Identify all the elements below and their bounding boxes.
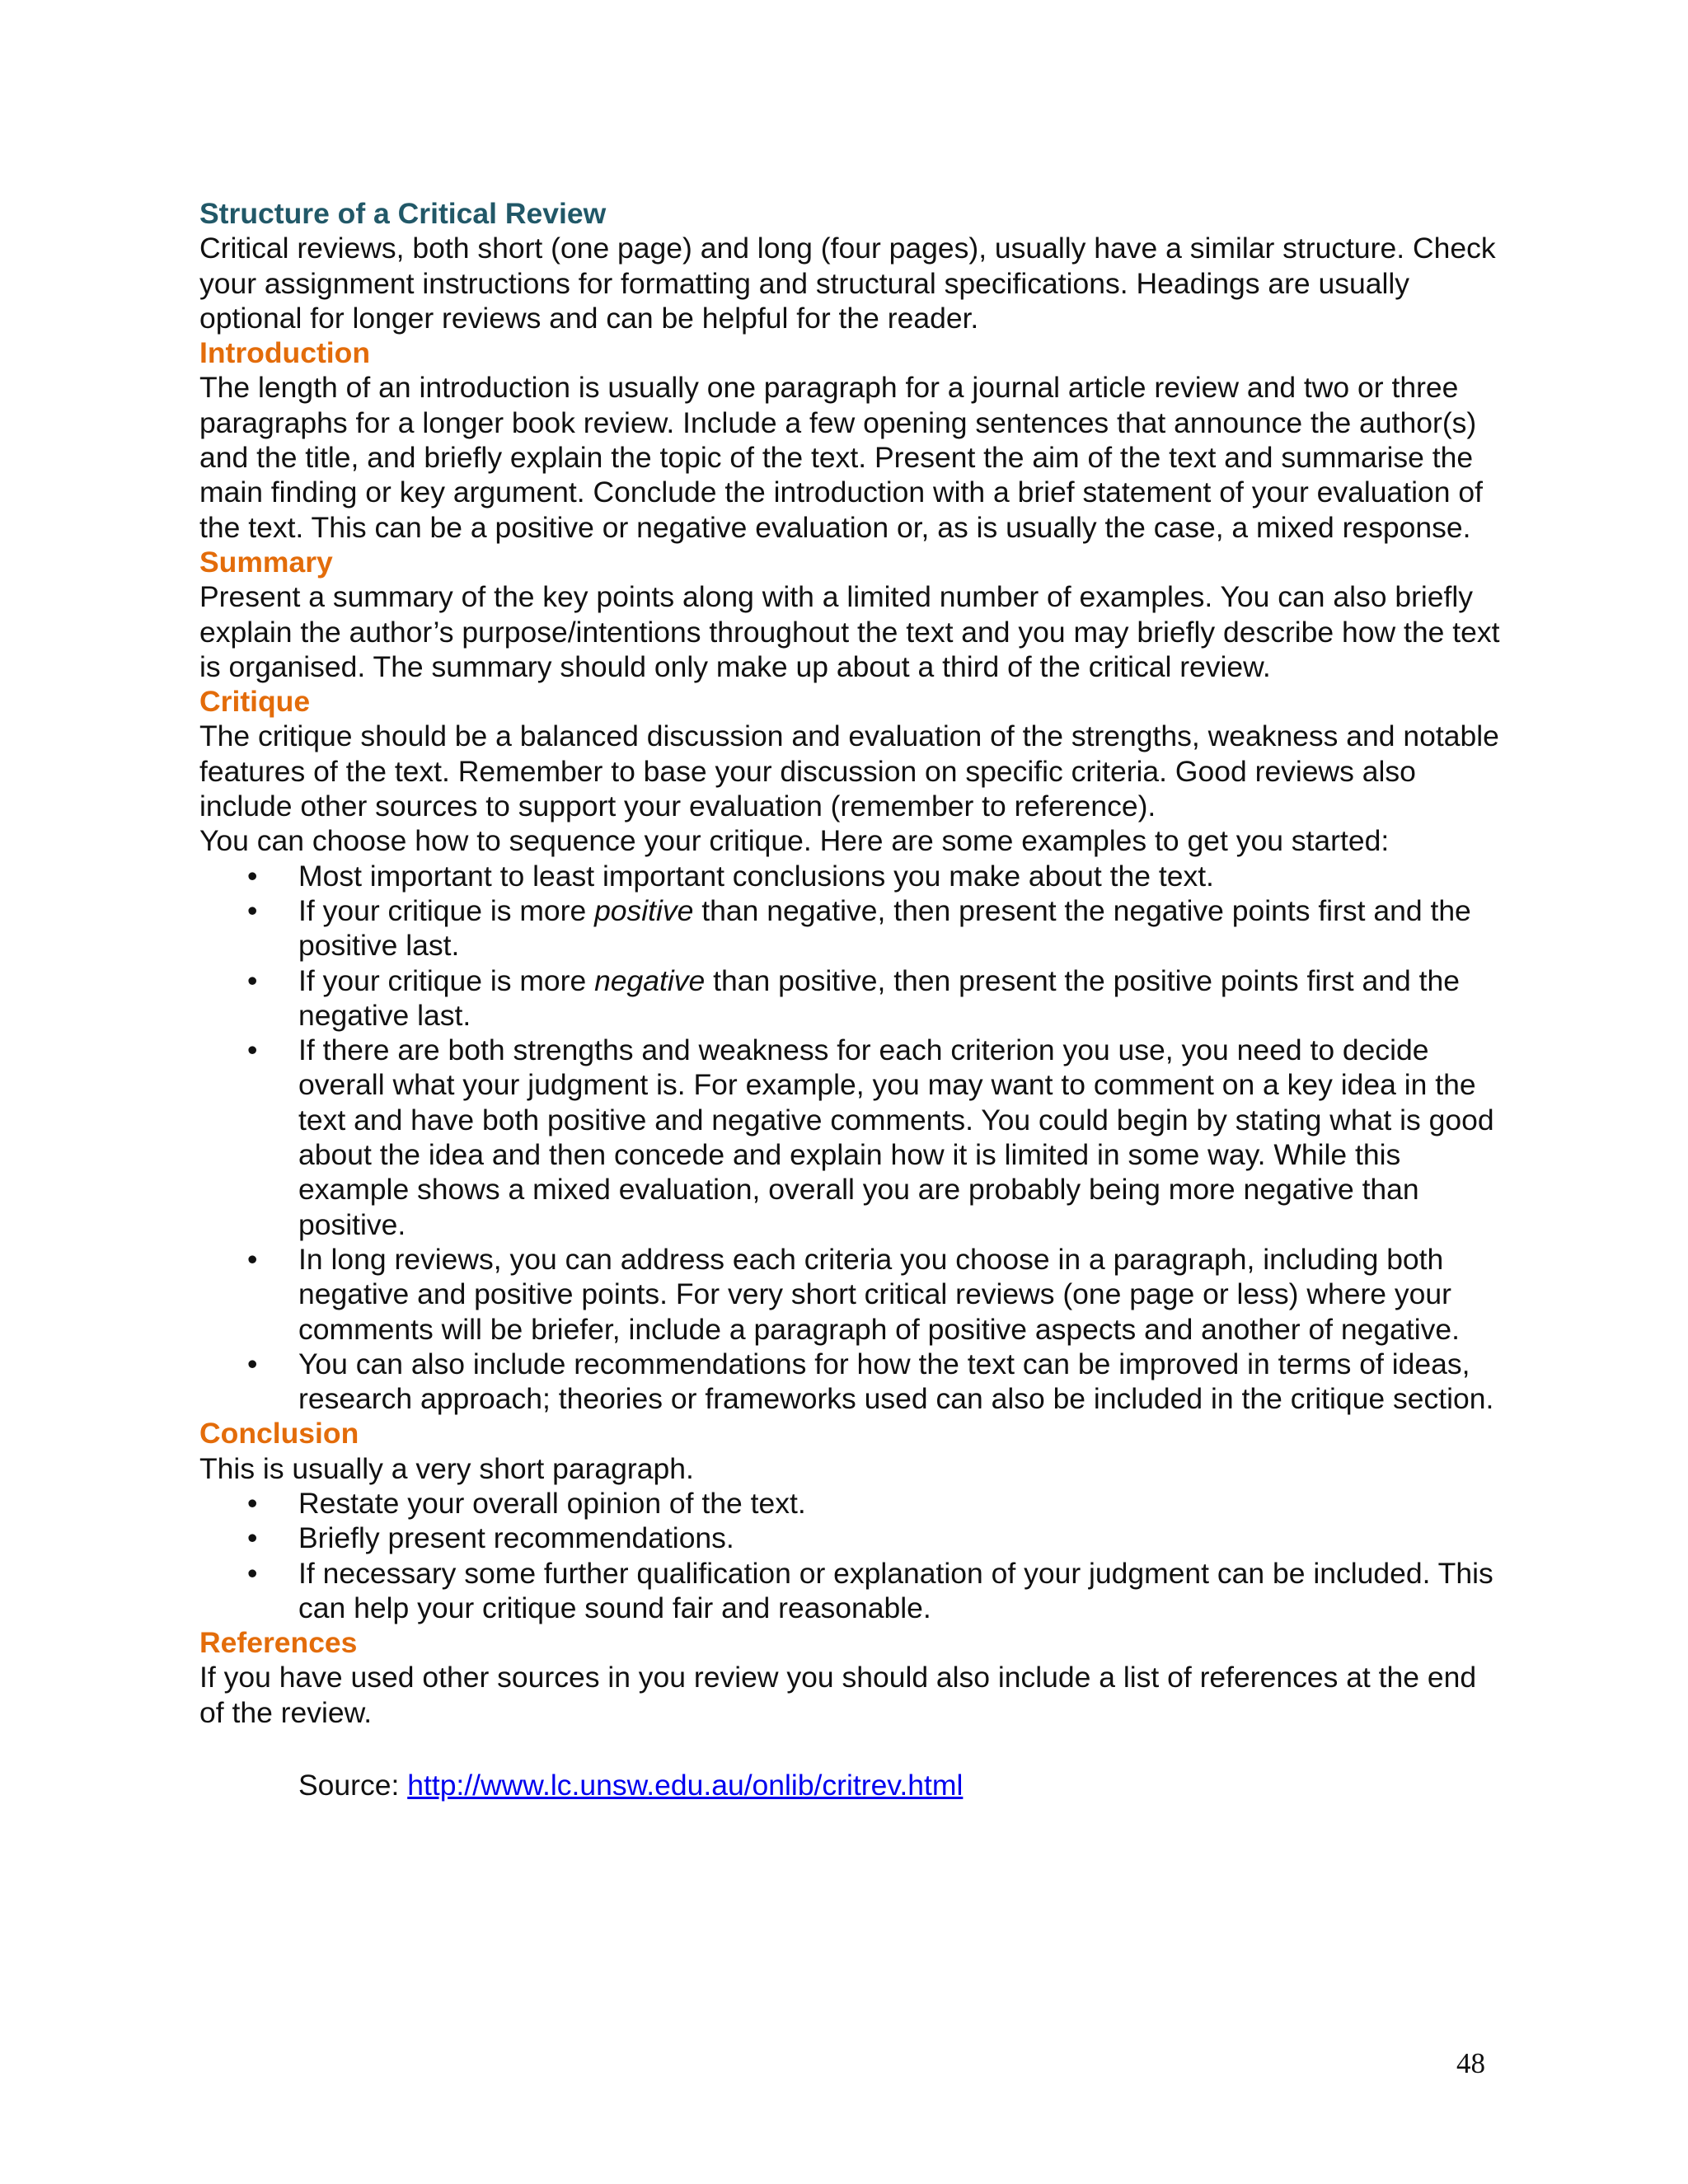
list-item-text: If there are both strengths and weakness for each criterion you use, you need to decide overall what your judgment is. For example, you may want to comment on a key idea in the text and have both positive and negative comments. You could begin by stating what is good about the idea and then concede and explain how it is limited in some way. While this example shows a mixed evaluation, overall you are probably being more negative than positive. [298,1033,1494,1241]
bullet-icon: • [247,1486,258,1520]
source-label: Source: [298,1769,408,1802]
introduction-paragraph: The length of an introduction is usually one paragraph for a journal article review and two or three paragraphs for a longer book review. Include a few opening sentences that announce the author(s) and the title, and briefly explain the topic of the text. Present the aim of the text and summarise the main finding or key argument. Conclude the introduction with a brief statement of your evaluation of the text. This can be a positive or negative evaluation or, as is usually the case, a mixed response. [199,371,1483,544]
list-item [199,1556,1502,1626]
document-body [199,196,1502,1802]
conclusion-bullet-list [199,1486,1502,1625]
references-paragraph: If you have used other sources in you review you should also include a list of references at the end of the review. [199,1661,1477,1729]
bullet-icon: • [247,859,258,893]
introduction-heading: Introduction [199,336,371,370]
bullet-icon: • [247,893,258,927]
page-title: Structure of a Critical Review [199,197,607,230]
bullet-icon: • [247,963,258,997]
list-item-text: In long reviews, you can address each criteria you choose in a paragraph, including both negative and positive points. For very short critical reviews (one page or less) where your comments will be briefer, include a paragraph of positive aspects and another of negative. [298,1242,1460,1346]
list-item-text-end: than negative, then present the negative points first and the positive last. [298,893,1471,963]
emphasis-text: positive [594,893,694,927]
critique-paragraph: The critique should be a balanced discussion and evaluation of the strengths, weakness and notable features of the text. Remember to base your discussion on specific criteria. Good reviews also include other sources to support your evaluation (remember to reference). [199,719,1499,823]
list-item [199,1486,1502,1521]
page-number: 48 [1456,2047,1485,2079]
list-item [199,963,1502,1033]
list-item [199,1347,1502,1417]
intro-paragraph: Critical reviews, both short (one page) and long (four pages), usually have a similar structure. Check your assignment instructions for formatting and structural specifications. Headings are usually optional for longer reviews and can be helpful for the reader. [199,232,1496,335]
list-item-text: If necessary some further qualification or explanation of your judgment can be included. This can help your critique sound fair and reasonable. [298,1556,1493,1624]
conclusion-heading: Conclusion [199,1417,359,1451]
list-item-text: You can also include recommendations for how the text can be improved in terms of ideas, research approach; theories or frameworks used can also be included in the critique section. [298,1347,1494,1416]
list-item [199,893,1502,963]
list-item-text-start: If your critique is more [298,963,595,997]
list-item-text-end: than positive, then present the positive points first and the negative last. [298,963,1460,1032]
list-item-text: Restate your overall opinion of the text. [298,1486,806,1520]
emphasis-text: negative [594,963,706,997]
bullet-icon: • [247,1556,258,1590]
list-item [199,1521,1502,1555]
list-item [199,1033,1502,1242]
critique-lead-paragraph: You can choose how to sequence your critique. Here are some examples to get you started: [199,824,1390,858]
source-link[interactable]: http://www.lc.unsw.edu.au/onlib/critrev.html [407,1769,964,1802]
list-item [199,859,1502,893]
list-item [199,1242,1502,1347]
bullet-icon: • [247,1242,258,1276]
bullet-icon: • [247,1521,258,1555]
list-item-text-start: If your critique is more [298,893,595,927]
bullet-icon: • [247,1347,258,1380]
bullet-icon: • [247,1033,258,1067]
list-item-text: Most important to least important conclusions you make about the text. [298,859,1214,893]
summary-paragraph: Present a summary of the key points along with a limited number of examples. You can also briefly explain the author’s purpose/intentions throughout the text and you may briefly describe how the text is organised. The summary should only make up about a third of the critical review. [199,580,1500,683]
critique-heading: Critique [199,685,311,719]
critique-bullet-list [199,859,1502,1417]
conclusion-paragraph: This is usually a very short paragraph. [199,1451,694,1485]
list-item-text: Briefly present recommendations. [298,1521,734,1555]
source-line [199,1768,1502,1802]
summary-heading: Summary [199,545,333,579]
references-heading: References [199,1626,358,1660]
